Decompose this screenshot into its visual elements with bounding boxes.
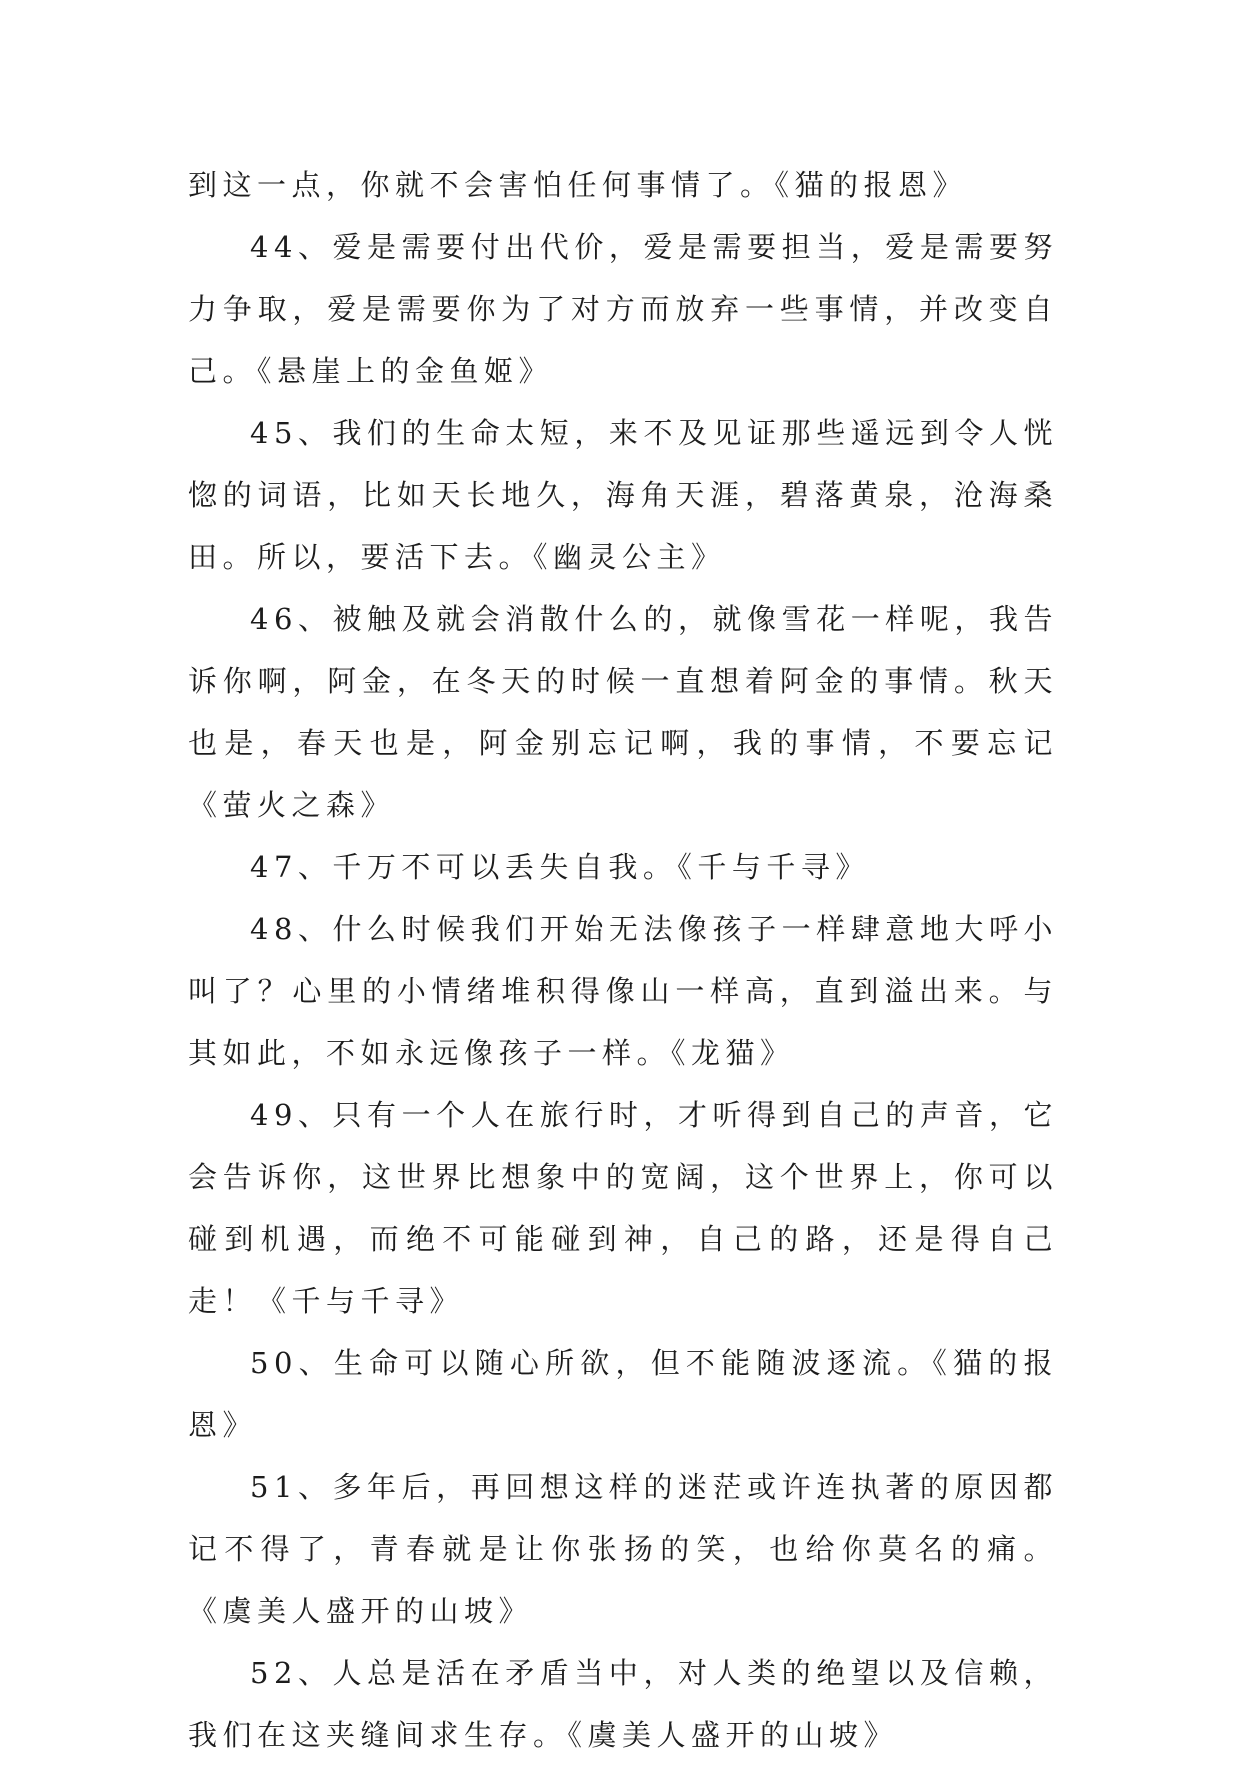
paragraph-continuation: 到这一点，你就不会害怕任何事情了。《猫的报恩》 xyxy=(188,168,968,202)
quote-47: 47、千万不可以丢失自我。《千与千寻》 xyxy=(250,850,870,884)
quote-49: 49、只有一个人在旅行时，才听得到自己的声音，它会告诉你，这世界比想象中的宽阔，这个世界上，你可以碰到机遇，而绝不可能碰到神，自己的路，还是得自己走！《千与千寻》 xyxy=(188,1098,1058,1318)
quote-51: 51、多年后，再回想这样的迷茫或许连执著的原因都记不得了，青春就是让你张扬的笑，也给你莫名的痛。《虞美人盛开的山坡》 xyxy=(188,1470,1058,1628)
quote-46: 46、被触及就会消散什么的，就像雪花一样呢，我告诉你啊，阿金，在冬天的时候一直想着阿金的事情。秋天也是，春天也是，阿金别忘记啊，我的事情，不要忘记《萤火之森》 xyxy=(188,602,1058,822)
document-body xyxy=(188,154,1058,1766)
quote-48: 48、什么时候我们开始无法像孩子一样肆意地大呼小叫了？心里的小情绪堆积得像山一样高，直到溢出来。与其如此，不如永远像孩子一样。《龙猫》 xyxy=(188,912,1058,1070)
quote-44: 44、爱是需要付出代价，爱是需要担当，爱是需要努力争取，爱是需要你为了对方而放弃一些事情，并改变自己。《悬崖上的金鱼姬》 xyxy=(188,230,1058,388)
quote-52: 52、人总是活在矛盾当中，对人类的绝望以及信赖，我们在这夹缝间求生存。《虞美人盛开的山坡》 xyxy=(188,1656,1058,1752)
quote-45: 45、我们的生命太短，来不及见证那些遥远到令人恍惚的词语，比如天长地久，海角天涯，碧落黄泉，沧海桑田。所以，要活下去。《幽灵公主》 xyxy=(188,416,1058,574)
quote-50: 50、生命可以随心所欲，但不能随波逐流。《猫的报恩》 xyxy=(188,1346,1058,1442)
